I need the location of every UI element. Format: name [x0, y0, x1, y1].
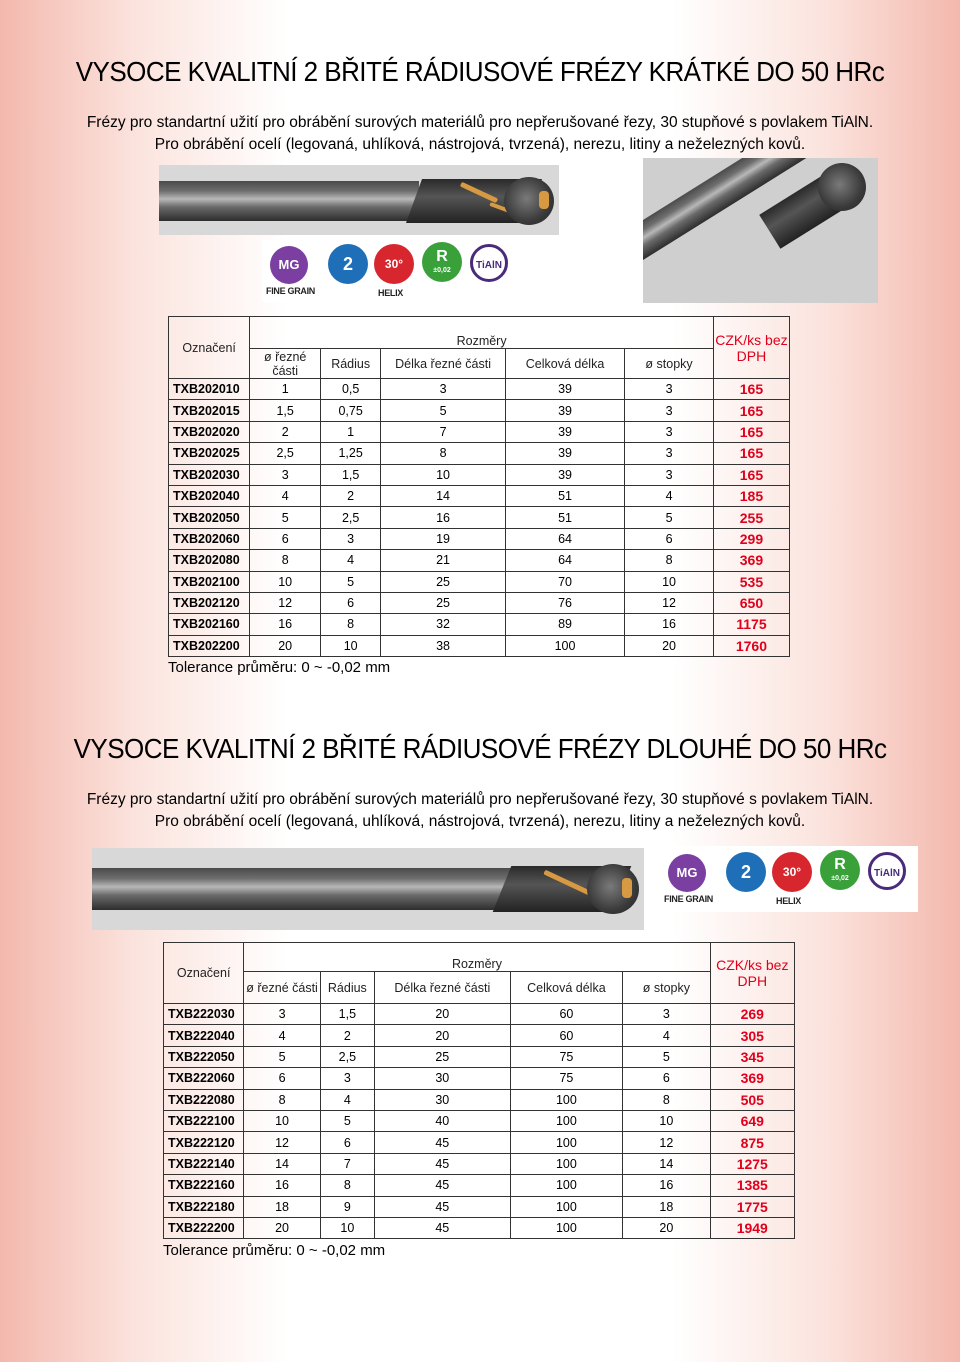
cell-total-length: 39: [505, 464, 624, 485]
table-row: [169, 421, 790, 442]
cell-shank: 14: [623, 1153, 710, 1174]
cell-cut-length: 16: [381, 507, 506, 528]
table-row: [169, 550, 790, 571]
cell-code: TXB202080: [169, 550, 250, 571]
cell-code: TXB202040: [169, 485, 250, 506]
cell-total-length: 100: [510, 1196, 623, 1217]
cell-cut-length: 20: [374, 1025, 510, 1046]
cell-shank: 4: [625, 485, 714, 506]
section2-tolerance-note: Tolerance průměru: 0 ~ -0,02 mm: [163, 1242, 386, 1259]
table-row: [164, 1217, 795, 1238]
cell-total-length: 100: [510, 1153, 623, 1174]
cell-cut-length: 19: [381, 528, 506, 549]
cell-price: 165: [713, 421, 789, 442]
header-price: CZK/ks bez DPH: [710, 943, 794, 1004]
section2-description: [40, 789, 920, 833]
cell-shank: 3: [625, 421, 714, 442]
cell-price: 649: [710, 1110, 794, 1131]
cell-total-length: 70: [505, 571, 624, 592]
long-end-mill-photo: [92, 848, 644, 930]
helix-caption: HELIX: [776, 896, 802, 906]
cell-radius: 2,5: [320, 1046, 374, 1067]
cell-shank: 3: [625, 443, 714, 464]
cell-price: 345: [710, 1046, 794, 1067]
cell-cut-length: 7: [381, 421, 506, 442]
cell-cut-length: 32: [381, 614, 506, 635]
cell-shank: 8: [623, 1089, 710, 1110]
section1-feature-logos: [262, 240, 520, 302]
cell-diameter: 5: [250, 507, 321, 528]
cell-code: TXB202060: [169, 528, 250, 549]
two-flute-icon: 2: [328, 244, 368, 284]
cell-total-length: 39: [505, 400, 624, 421]
cell-diameter: 10: [244, 1110, 320, 1131]
section2-feature-logos: [660, 846, 918, 912]
table-row: [169, 464, 790, 485]
table-row: [164, 1175, 795, 1196]
cell-code: TXB202015: [169, 400, 250, 421]
cell-shank: 3: [625, 464, 714, 485]
section1-tolerance-note: Tolerance průměru: 0 ~ -0,02 mm: [168, 659, 391, 676]
cell-radius: 3: [320, 1068, 374, 1089]
cell-code: TXB222100: [164, 1110, 244, 1131]
cell-code: TXB202010: [169, 379, 250, 400]
cell-price: 369: [713, 550, 789, 571]
cell-diameter: 10: [250, 571, 321, 592]
header-diameter: ø řezné části: [244, 972, 320, 1004]
table-row: [164, 1025, 795, 1046]
header-code: Označení: [169, 317, 250, 379]
header-code: Označení: [164, 943, 244, 1004]
cell-total-length: 75: [510, 1068, 623, 1089]
cell-price: 875: [710, 1132, 794, 1153]
mg-icon: MG: [668, 854, 706, 892]
cell-diameter: 12: [244, 1132, 320, 1153]
cell-diameter: 2: [250, 421, 321, 442]
section2-spec-table: [163, 942, 795, 1239]
cell-shank: 12: [625, 592, 714, 613]
header-radius: Rádius: [321, 349, 381, 379]
table-row: [169, 528, 790, 549]
header-dimensions-group: Rozměry: [250, 317, 714, 349]
mg-icon: MG: [270, 246, 308, 284]
header-dimensions-group: Rozměry: [244, 943, 710, 972]
cell-price: 269: [710, 1004, 794, 1025]
cell-code: TXB202020: [169, 421, 250, 442]
helix-30-icon: 30°: [374, 244, 414, 284]
section2-desc-line2: Pro obrábění ocelí (legovaná, uhlíková, nástrojová, tvrzená), nerezu, litiny a neželezných kovů.: [154, 813, 806, 830]
table-row: [164, 1196, 795, 1217]
cell-shank: 8: [625, 550, 714, 571]
cell-radius: 1: [321, 421, 381, 442]
radius-tolerance-letter: R: [834, 856, 846, 873]
cell-cut-length: 40: [374, 1110, 510, 1131]
cell-shank: 5: [625, 507, 714, 528]
header-price: CZK/ks bez DPH: [713, 317, 789, 379]
table-row: [164, 1046, 795, 1067]
cell-cut-length: 45: [374, 1132, 510, 1153]
header-diameter: ø řezné části: [250, 349, 321, 379]
table-row: [169, 443, 790, 464]
cell-total-length: 100: [510, 1110, 623, 1131]
cell-cut-length: 5: [381, 400, 506, 421]
cell-price: 505: [710, 1089, 794, 1110]
cell-code: TXB202100: [169, 571, 250, 592]
cell-code: TXB222080: [164, 1089, 244, 1110]
section1-desc-line2: Pro obrábění ocelí (legovaná, uhlíková, nástrojová, tvrzená), nerezu, litiny a neželezných kovů.: [154, 136, 806, 153]
cell-diameter: 4: [250, 485, 321, 506]
cell-shank: 12: [623, 1132, 710, 1153]
table-row: [169, 507, 790, 528]
cell-total-length: 75: [510, 1046, 623, 1067]
cell-code: TXB202120: [169, 592, 250, 613]
cell-radius: 2: [321, 485, 381, 506]
cell-diameter: 8: [244, 1089, 320, 1110]
cell-cut-length: 21: [381, 550, 506, 571]
cell-price: 299: [713, 528, 789, 549]
radius-tolerance-letter: R: [436, 248, 448, 265]
cell-diameter: 2,5: [250, 443, 321, 464]
cell-cut-length: 10: [381, 464, 506, 485]
short-end-mill-photo: [159, 165, 559, 235]
cell-diameter: 6: [244, 1068, 320, 1089]
table-row: [164, 1089, 795, 1110]
cell-price: 1760: [713, 635, 789, 656]
header-shank: ø stopky: [625, 349, 714, 379]
tialn-icon: TiAlN: [868, 852, 906, 890]
cell-diameter: 5: [244, 1046, 320, 1067]
table-row: [169, 614, 790, 635]
cell-shank: 18: [623, 1196, 710, 1217]
cell-price: 165: [713, 464, 789, 485]
cell-code: TXB222180: [164, 1196, 244, 1217]
helix-caption: HELIX: [378, 288, 404, 298]
cell-radius: 8: [321, 614, 381, 635]
cell-shank: 20: [623, 1217, 710, 1238]
cell-code: TXB222050: [164, 1046, 244, 1067]
cell-price: 369: [710, 1068, 794, 1089]
cell-diameter: 3: [244, 1004, 320, 1025]
cell-cut-length: 20: [374, 1004, 510, 1025]
two-flute-icon: 2: [726, 852, 766, 892]
cell-diameter: 4: [244, 1025, 320, 1046]
cell-total-length: 76: [505, 592, 624, 613]
cell-code: TXB202025: [169, 443, 250, 464]
cell-total-length: 100: [505, 635, 624, 656]
cell-radius: 3: [321, 528, 381, 549]
radius-tolerance-icon: [820, 850, 860, 890]
cell-price: 305: [710, 1025, 794, 1046]
cell-shank: 5: [623, 1046, 710, 1067]
cell-cut-length: 30: [374, 1068, 510, 1089]
header-total-length: Celková délka: [510, 972, 623, 1004]
cell-price: 255: [713, 507, 789, 528]
table-row: [164, 1004, 795, 1025]
cell-diameter: 6: [250, 528, 321, 549]
cell-cut-length: 45: [374, 1196, 510, 1217]
cell-cut-length: 45: [374, 1217, 510, 1238]
cell-total-length: 100: [510, 1217, 623, 1238]
cell-total-length: 64: [505, 528, 624, 549]
cell-shank: 10: [623, 1110, 710, 1131]
tialn-icon: TiAlN: [470, 244, 508, 282]
table-row: [169, 571, 790, 592]
cell-code: TXB222140: [164, 1153, 244, 1174]
cell-radius: 2,5: [321, 507, 381, 528]
cell-total-length: 60: [510, 1025, 623, 1046]
cell-price: 1275: [710, 1153, 794, 1174]
cell-total-length: 60: [510, 1004, 623, 1025]
cell-total-length: 100: [510, 1132, 623, 1153]
cell-radius: 10: [320, 1217, 374, 1238]
cell-cut-length: 30: [374, 1089, 510, 1110]
table-row: [169, 379, 790, 400]
header-cut-length: Délka řezné části: [374, 972, 510, 1004]
cell-radius: 1,25: [321, 443, 381, 464]
cell-price: 165: [713, 443, 789, 464]
cell-radius: 5: [320, 1110, 374, 1131]
cell-diameter: 20: [250, 635, 321, 656]
cell-price: 650: [713, 592, 789, 613]
cell-code: TXB222030: [164, 1004, 244, 1025]
cell-shank: 6: [623, 1068, 710, 1089]
cell-shank: 16: [623, 1175, 710, 1196]
cell-code: TXB222040: [164, 1025, 244, 1046]
section1-spec-table: [168, 316, 790, 657]
cell-shank: 10: [625, 571, 714, 592]
cell-diameter: 16: [250, 614, 321, 635]
cell-radius: 4: [320, 1089, 374, 1110]
cell-code: TXB202200: [169, 635, 250, 656]
cell-total-length: 89: [505, 614, 624, 635]
cell-code: TXB222160: [164, 1175, 244, 1196]
cell-radius: 1,5: [321, 464, 381, 485]
table-row: [164, 1153, 795, 1174]
cell-shank: 20: [625, 635, 714, 656]
table-row: [169, 635, 790, 656]
cell-total-length: 39: [505, 443, 624, 464]
cell-diameter: 16: [244, 1175, 320, 1196]
cell-code: TXB222060: [164, 1068, 244, 1089]
cell-price: 1949: [710, 1217, 794, 1238]
cell-shank: 6: [625, 528, 714, 549]
cell-radius: 0,5: [321, 379, 381, 400]
cell-diameter: 3: [250, 464, 321, 485]
cell-total-length: 39: [505, 379, 624, 400]
cell-price: 185: [713, 485, 789, 506]
cell-total-length: 39: [505, 421, 624, 442]
cell-total-length: 51: [505, 485, 624, 506]
header-radius: Rádius: [320, 972, 374, 1004]
section1-title: VYSOCE KVALITNÍ 2 BŘITÉ RÁDIUSOVÉ FRÉZY KRÁTKÉ DO 50 HRc: [75, 56, 885, 87]
cell-code: TXB202050: [169, 507, 250, 528]
cell-radius: 2: [320, 1025, 374, 1046]
cell-price: 165: [713, 379, 789, 400]
cell-cut-length: 38: [381, 635, 506, 656]
table-row: [164, 1068, 795, 1089]
table-row: [169, 400, 790, 421]
cell-diameter: 1: [250, 379, 321, 400]
section2-desc-line1: Frézy pro standartní užití pro obrábění surových materiálů pro nepřerušované řezy, 30 stupňové s povlakem TiAlN.: [86, 791, 874, 808]
header-shank: ø stopky: [623, 972, 710, 1004]
cell-total-length: 100: [510, 1175, 623, 1196]
short-end-mill-angled-photo: [643, 158, 878, 303]
section1-description: [40, 112, 920, 156]
header-cut-length: Délka řezné části: [381, 349, 506, 379]
cell-diameter: 1,5: [250, 400, 321, 421]
table-row: [169, 592, 790, 613]
cell-cut-length: 45: [374, 1175, 510, 1196]
cell-price: 165: [713, 400, 789, 421]
cell-radius: 1,5: [320, 1004, 374, 1025]
cell-code: TXB222120: [164, 1132, 244, 1153]
cell-code: TXB202160: [169, 614, 250, 635]
cell-shank: 4: [623, 1025, 710, 1046]
cell-radius: 5: [321, 571, 381, 592]
cell-radius: 7: [320, 1153, 374, 1174]
cell-radius: 6: [320, 1132, 374, 1153]
cell-diameter: 14: [244, 1153, 320, 1174]
helix-30-icon: 30°: [772, 852, 812, 892]
table-row: [169, 485, 790, 506]
header-total-length: Celková délka: [505, 349, 624, 379]
cell-code: TXB202030: [169, 464, 250, 485]
cell-radius: 9: [320, 1196, 374, 1217]
cell-price: 1775: [710, 1196, 794, 1217]
cell-cut-length: 8: [381, 443, 506, 464]
cell-diameter: 20: [244, 1217, 320, 1238]
cell-shank: 16: [625, 614, 714, 635]
radius-tolerance-value: ±0,02: [433, 267, 451, 274]
cell-price: 1175: [713, 614, 789, 635]
cell-price: 535: [713, 571, 789, 592]
cell-cut-length: 25: [374, 1046, 510, 1067]
cell-total-length: 64: [505, 550, 624, 571]
section1-desc-line1: Frézy pro standartní užití pro obrábění surových materiálů pro nepřerušované řezy, 30 stupňové s povlakem TiAlN.: [86, 114, 874, 131]
cell-cut-length: 45: [374, 1153, 510, 1174]
cell-cut-length: 25: [381, 592, 506, 613]
cell-diameter: 12: [250, 592, 321, 613]
cell-price: 1385: [710, 1175, 794, 1196]
cell-cut-length: 3: [381, 379, 506, 400]
table-row: [164, 1110, 795, 1131]
cell-shank: 3: [625, 400, 714, 421]
cell-shank: 3: [623, 1004, 710, 1025]
section2-title: VYSOCE KVALITNÍ 2 BŘITÉ RÁDIUSOVÉ FRÉZY DLOUHÉ DO 50 HRc: [73, 733, 887, 764]
cell-diameter: 18: [244, 1196, 320, 1217]
cell-radius: 4: [321, 550, 381, 571]
radius-tolerance-value: ±0,02: [831, 875, 849, 882]
cell-total-length: 100: [510, 1089, 623, 1110]
radius-tolerance-icon: [422, 242, 462, 282]
cell-diameter: 8: [250, 550, 321, 571]
fine-grain-caption: FINE GRAIN: [664, 894, 714, 904]
cell-code: TXB222200: [164, 1217, 244, 1238]
cell-cut-length: 14: [381, 485, 506, 506]
cell-radius: 0,75: [321, 400, 381, 421]
fine-grain-caption: FINE GRAIN: [266, 286, 316, 296]
cell-cut-length: 25: [381, 571, 506, 592]
table-row: [164, 1132, 795, 1153]
cell-shank: 3: [625, 379, 714, 400]
cell-radius: 10: [321, 635, 381, 656]
cell-total-length: 51: [505, 507, 624, 528]
cell-radius: 8: [320, 1175, 374, 1196]
cell-radius: 6: [321, 592, 381, 613]
